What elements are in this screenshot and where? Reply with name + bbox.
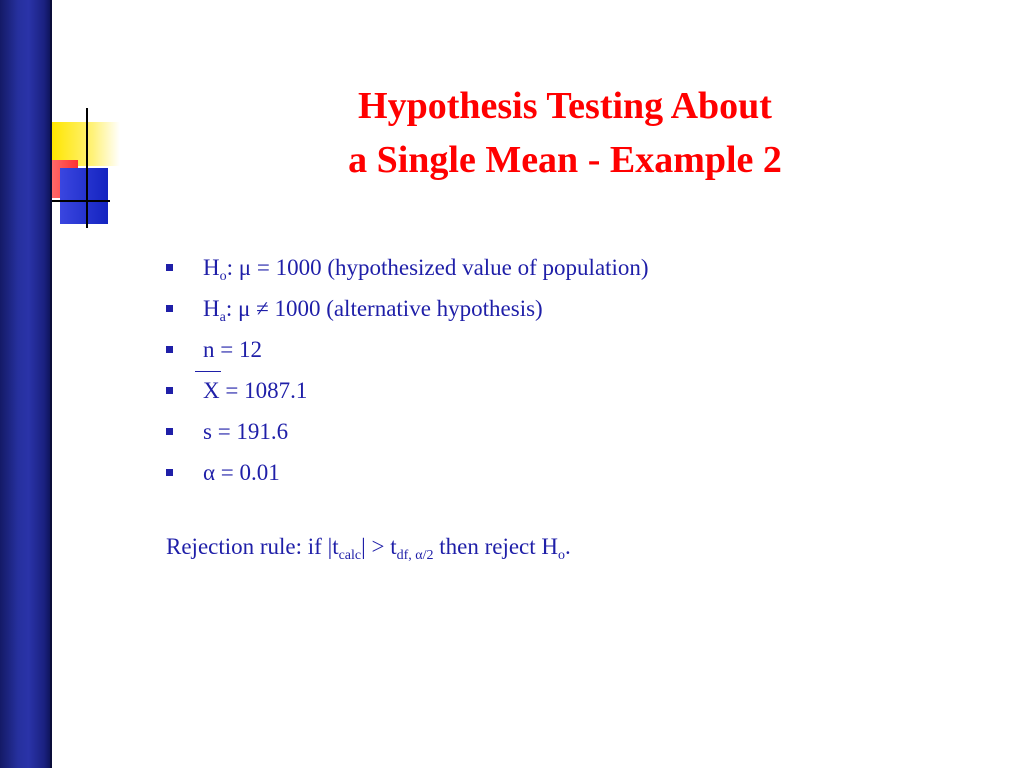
null-hypothesis-symbol: H — [203, 255, 220, 280]
t-calc-subscript: calc — [338, 548, 362, 563]
slide-title-line-2: a Single Mean - Example 2 — [348, 138, 782, 181]
alternative-hypothesis-subscript: a — [219, 310, 226, 325]
sample-mean-symbol: X — [203, 378, 220, 403]
bullet-alternative-hypothesis — [166, 293, 649, 334]
bullet-square-icon — [166, 305, 173, 312]
rejection-rule — [166, 531, 571, 563]
sample-mean-symbol-wrapper — [203, 375, 220, 407]
bullet-square-icon — [166, 387, 173, 394]
blue-square — [60, 168, 108, 224]
slide-title-line-1: Hypothesis Testing About — [358, 85, 772, 127]
null-hypothesis-subscript-rule: o — [558, 548, 566, 563]
bullet-square-icon — [166, 346, 173, 353]
bullet-square-icon — [166, 264, 173, 271]
significance-level-text: α = 0.01 — [203, 460, 280, 485]
bullet-square-icon — [166, 469, 173, 476]
bullet-significance-level — [166, 457, 649, 498]
decorative-squares-graphic — [52, 108, 122, 230]
bullet-null-hypothesis — [166, 252, 649, 293]
rejection-rule-middle: | > t — [361, 534, 397, 559]
null-hypothesis-subscript: o — [219, 269, 227, 284]
left-side-bar — [0, 0, 52, 768]
slide-title — [300, 80, 830, 188]
hypothesis-bullet-list — [166, 252, 649, 498]
t-critical-subscript: df, α/2 — [396, 548, 434, 563]
bullet-square-icon — [166, 428, 173, 435]
rejection-rule-suffix: then reject H — [433, 534, 559, 559]
alternative-hypothesis-text: : μ ≠ 1000 (alternative hypothesis) — [225, 296, 543, 321]
standard-deviation-text: s = 191.6 — [203, 419, 289, 444]
bullet-standard-deviation — [166, 416, 649, 457]
null-hypothesis-text: : μ = 1000 (hypothesized value of population) — [226, 255, 649, 280]
bullet-sample-mean — [166, 375, 649, 416]
rejection-rule-end: . — [565, 534, 571, 559]
alternative-hypothesis-symbol: H — [203, 296, 220, 321]
sample-size-text: n = 12 — [203, 337, 262, 362]
mean-overbar — [195, 371, 221, 372]
rejection-rule-prefix: Rejection rule: if |t — [166, 534, 339, 559]
sample-mean-text: = 1087.1 — [219, 378, 308, 403]
bullet-sample-size — [166, 334, 649, 375]
